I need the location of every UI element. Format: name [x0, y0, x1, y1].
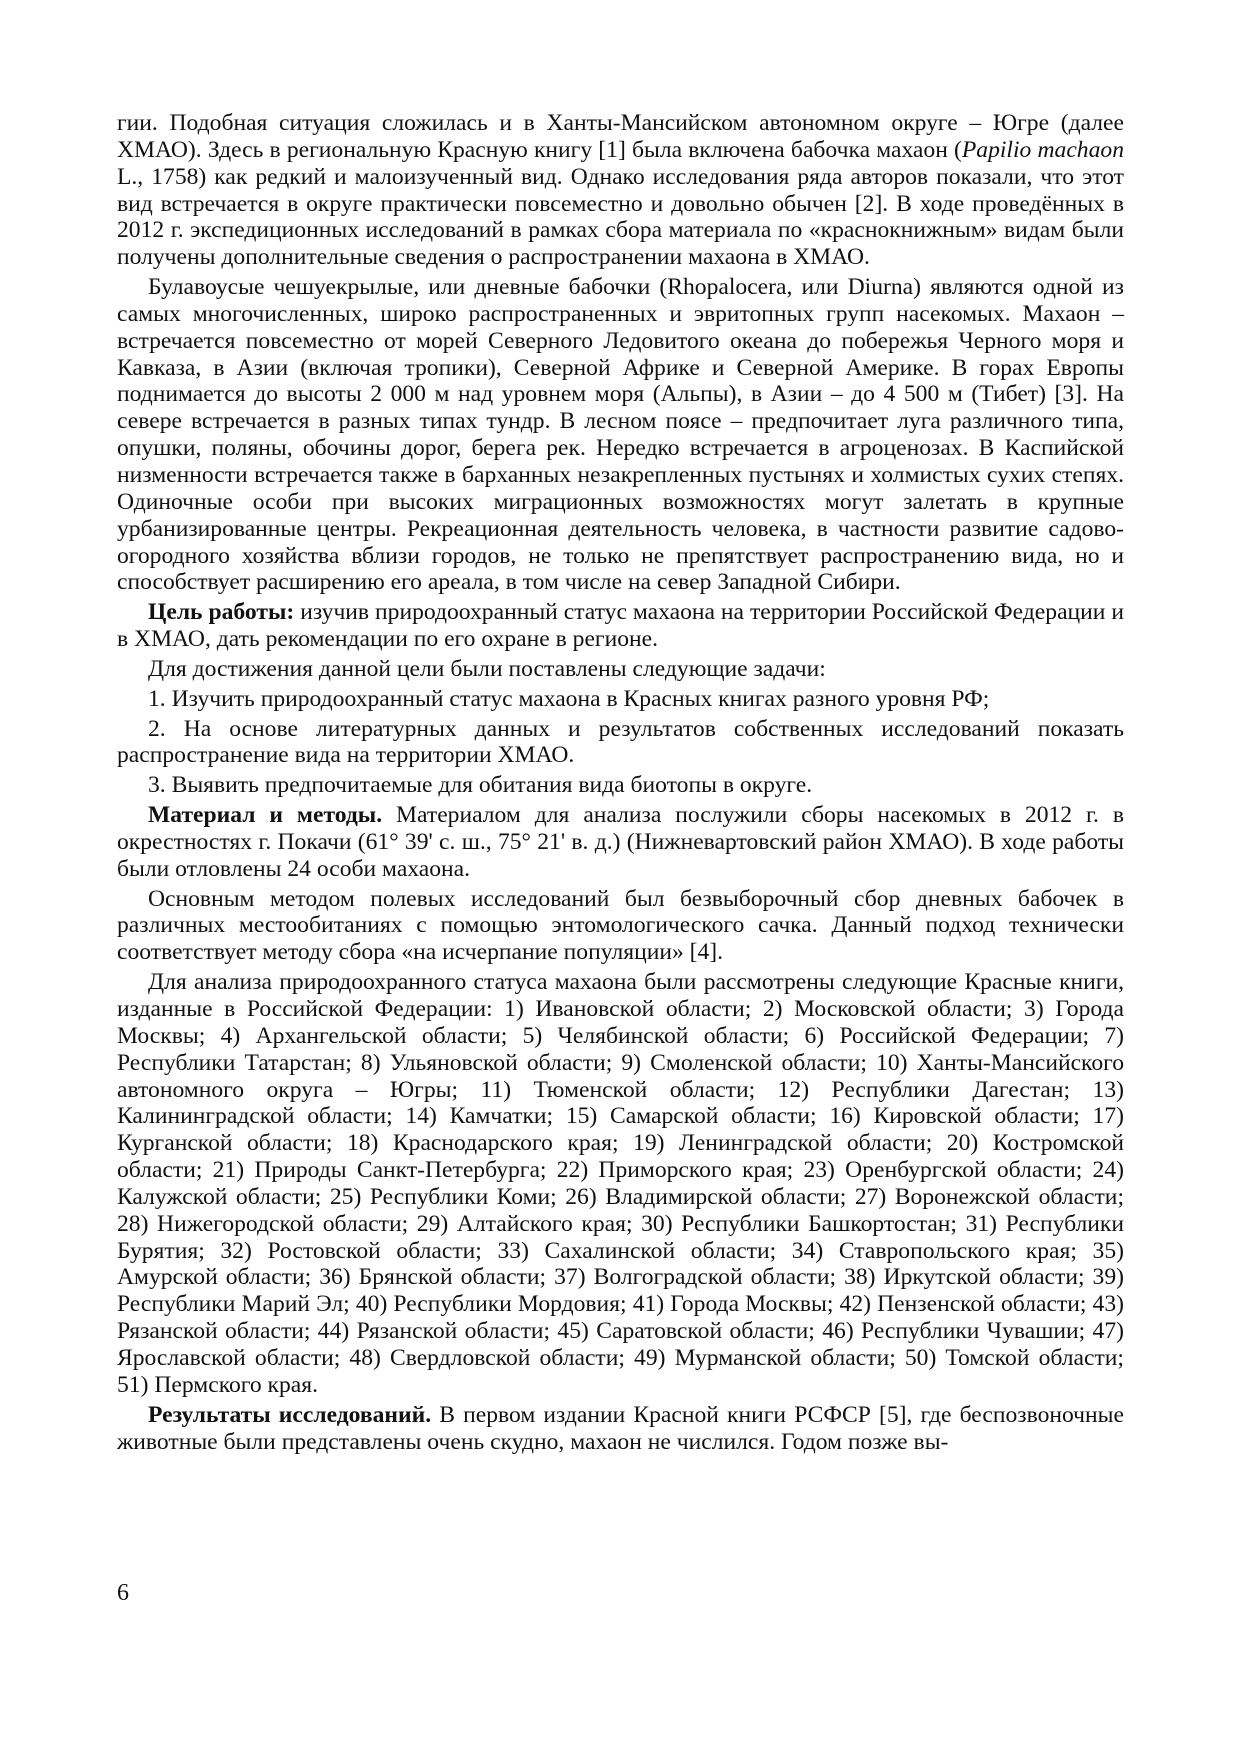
body-text: [117, 110, 1124, 1458]
page-number: 6: [117, 1580, 129, 1606]
paragraph-field-method: Основным методом полевых исследований был безвыборочный сбор дневных бабочек в различных местообитаниях с помощью энтомологического сачка. Данный подход технически соответствует методу сбора «на исчерпание популяции» [4].: [117, 885, 1124, 966]
paragraph-red-books-list: Для анализа природоохранного статуса махаона были рассмотрены следующие Красные книги, изданные в Российской Федерации: 1) Ивановской области; 2) Московской области; 3) Города Москвы; 4) Архангельской области; 5) Челябинской области; 6) Российской Федерации; 7) Республики Татарстан; 8) Ульяновской области; 9) Смоленской области; 10) Ханты-Мансийского автономного округа – Югры; 11) Тюменской области; 12) Республики Дагестан; 13) Калининградской области; 14) Камчатки; 15) Самарской области; 16) Кировской области; 17) Курганской области; 18) Краснодарского края; 19) Ленинградской области; 20) Костромской области; 21) Природы Санкт-Петербурга; 22) Приморского края; 23) Оренбургской области; 24) Калужской области; 25) Республики Коми; 26) Владимирской области; 27) Воронежской области; 28) Нижегородской области; 29) Алтайского края; 30) Республики Башкортостан; 31) Республики Бурятия; 32) Ростовской области; 33) Сахалинской области; 34) Ставропольского края; 35) Амурской области; 36) Брянской области; 37) Волгоградской области; 38) Иркутской области; 39) Республики Марий Эл; 40) Республики Мордовия; 41) Города Москвы; 42) Пензенской области; 43) Рязанской области; 44) Рязанской области; 45) Саратовской области; 46) Республики Чувашии; 47) Ярославской области; 48) Свердловской области; 49) Мурманской области; 50) Томской области; 51) Пермского края.: [117, 969, 1124, 1398]
paragraph-goal: Цель работы: изучив природоохранный статус махаона на территории Российской Федерации и в ХМАО, дать рекомендации по его охране в регионе.: [117, 599, 1124, 653]
task-item-1: 1. Изучить природоохранный статус махаона в Красных книгах разного уровня РФ;: [148, 685, 990, 712]
goal-heading: Цель работы:: [148, 599, 295, 626]
paragraph-results: Результаты исследований. В первом издании Красной книги РСФСР [5], где беспозвоночные животные были представлены очень скудно, махаон не числился. Годом позже вы-: [117, 1401, 1124, 1455]
paragraph-distribution: Булавоусые чешуекрылые, или дневные бабочки (Rhopalocera, или Diurna) являются одной из самых многочисленных, широко распространенных и эвритопных групп насекомых. Махаон – встречается повсеместно от морей Северного Ледовитого океана до побережья Черного моря и Кавказа, в Азии (включая тропики), Северной Африке и Северной Америке. В горах Европы поднимается до высоты 2 000 м над уровнем моря (Альпы), в Азии – до 4 500 м (Тибет) [3]. На севере встречается в разных типах тундр. В лесном поясе – предпочитает луга различного типа, опушки, поляны, обочины дорог, берега рек. Нередко встречается в агроценозах. В Каспийской низменности встречается также в барханных незакрепленных пустынях и холмистых сухих степях. Одиночные особи при высоких миграционных возможностях могут залетать в крупные урбанизированные центры. Рекреационная деятельность человека, в частности развитие садово-огородного хозяйства вблизи городов, не только не препятствует распространению вида, но и способствует расширению его ареала, в том числе на север Западной Сибири.: [117, 274, 1124, 596]
task-item-3: 3. Выявить предпочитаемые для обитания вида биотопы в округе.: [148, 772, 813, 799]
task-item-2: 2. На основе литературных данных и результатов собственных исследований показать распространение вида на территории ХМАО.: [117, 715, 1124, 769]
materials-heading: Материал и методы.: [148, 802, 383, 829]
results-heading: Результаты исследований.: [148, 1401, 432, 1428]
paragraph-tasks-intro: Для достижения данной цели были поставлены следующие задачи:: [148, 655, 826, 682]
paragraph-materials-methods: Материал и методы. Материалом для анализа послужили сборы насекомых в 2012 г. в окрестностях г. Покачи (61° 39' с. ш., 75° 21' в. д.) (Нижневартовский район ХМАО). В ходе работы были отловлены 24 особи махаона.: [117, 802, 1124, 882]
paragraph-intro-continued: гии. Подобная ситуация сложилась и в Ханты-Мансийском автономном округе – Югре (далее ХМАО). Здесь в региональную Красную книгу [1] была включена бабочка махаон (Papilio machaon L., 1758) как редкий и малоизученный вид. Однако исследования ряда авторов показали, что этот вид встречается в округе практически повсеместно и довольно обычен [2]. В ходе проведённых в 2012 г. экспедиционных исследований в рамках сбора материала по «краснокнижным» видам были получены дополнительные сведения о распространении махаона в ХМАО.: [117, 110, 1124, 271]
species-name: Papilio machaon: [961, 136, 1124, 163]
